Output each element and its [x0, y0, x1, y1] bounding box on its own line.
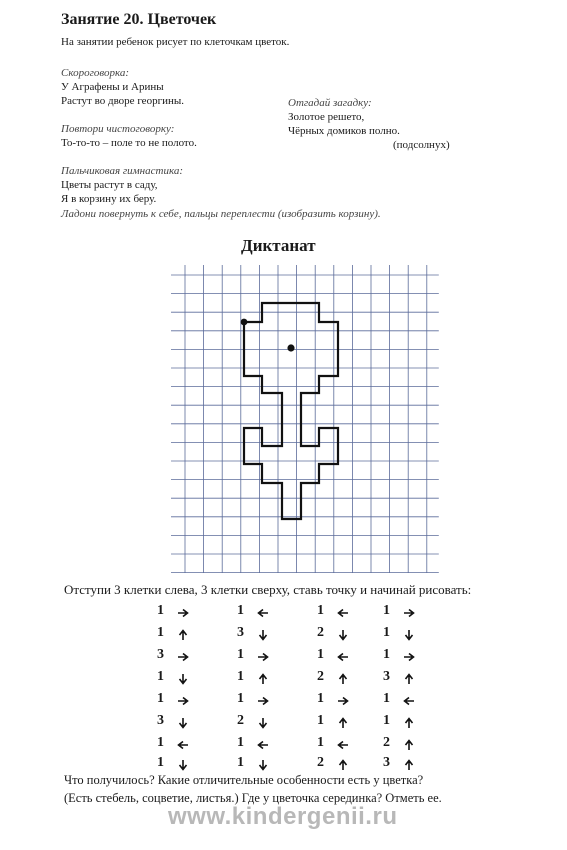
- question-line-2: (Есть стебель, соцветие, листья.) Где у цветочка серединка? Отметь ее.: [64, 791, 442, 805]
- grid-lines: [171, 265, 439, 573]
- arrow-down-icon: [257, 629, 269, 641]
- finger-gym-line-1: Цветы растут в саду,: [61, 179, 158, 191]
- command-steps: 3: [237, 625, 244, 640]
- arrow-down-icon: [257, 717, 269, 729]
- start-point: [241, 319, 248, 326]
- arrow-up-icon: [177, 629, 189, 641]
- tongue-twister-line-2: Растут во дворе георгины.: [61, 95, 184, 107]
- command-steps: 1: [237, 603, 244, 618]
- command-steps: 3: [157, 647, 164, 662]
- command-steps: 1: [237, 735, 244, 750]
- riddle-line-2: Чёрных домиков полно.: [288, 125, 400, 137]
- command-steps: 1: [237, 669, 244, 684]
- arrow-right-icon: [177, 695, 189, 707]
- command-steps: 1: [317, 603, 324, 618]
- command-steps: 1: [317, 647, 324, 662]
- question-line-1: Что получилось? Какие отличительные особенности есть у цветка?: [64, 773, 424, 787]
- riddle-label: Отгадай загадку:: [288, 97, 372, 109]
- arrow-left-icon: [257, 607, 269, 619]
- arrow-right-icon: [257, 695, 269, 707]
- arrow-down-icon: [177, 759, 189, 771]
- command-steps: 1: [383, 603, 390, 618]
- dictation-instruction: Отступи 3 клетки слева, 3 клетки сверху, ставь точку и начинай рисовать:: [64, 582, 472, 597]
- arrow-up-icon: [337, 673, 349, 685]
- arrow-down-icon: [403, 629, 415, 641]
- arrow-down-icon: [337, 629, 349, 641]
- command-steps: 1: [317, 713, 324, 728]
- arrow-right-icon: [177, 651, 189, 663]
- command-steps: 1: [317, 735, 324, 750]
- command-steps: 1: [157, 735, 164, 750]
- command-steps: 1: [237, 691, 244, 706]
- tongue-twister-label: Скороговорка:: [61, 67, 130, 79]
- riddle-line-1: Золотое решето,: [288, 111, 365, 123]
- arrow-left-icon: [177, 739, 189, 751]
- dictation-title: Диктанат: [241, 236, 316, 255]
- command-steps: 2: [383, 735, 390, 750]
- lesson-title: Занятие 20. Цветочек: [61, 11, 217, 28]
- arrow-down-icon: [177, 717, 189, 729]
- arrow-left-icon: [337, 739, 349, 751]
- command-steps: 1: [317, 691, 324, 706]
- command-steps: 1: [237, 647, 244, 662]
- command-steps: 1: [383, 647, 390, 662]
- command-steps: 1: [157, 755, 164, 770]
- pure-speech-line: То-то-то – поле то не полото.: [61, 137, 197, 149]
- command-steps: 1: [383, 625, 390, 640]
- arrow-right-icon: [177, 607, 189, 619]
- arrow-up-icon: [403, 673, 415, 685]
- command-steps: 1: [157, 603, 164, 618]
- command-steps: 2: [237, 713, 244, 728]
- site-watermark: www.kindergenii.ru: [168, 803, 398, 830]
- arrow-right-icon: [403, 607, 415, 619]
- flower-drawing: [244, 303, 338, 519]
- arrow-left-icon: [257, 739, 269, 751]
- command-steps: 1: [157, 691, 164, 706]
- arrow-up-icon: [403, 759, 415, 771]
- riddle-answer: (подсолнух): [393, 139, 450, 151]
- command-steps: 1: [383, 713, 390, 728]
- command-steps: 1: [237, 755, 244, 770]
- command-steps: 2: [317, 625, 324, 640]
- finger-gym-label: Пальчиковая гимнастика:: [61, 165, 183, 177]
- arrow-up-icon: [403, 739, 415, 751]
- tongue-twister-line-1: У Аграфены и Арины: [61, 81, 164, 93]
- arrow-left-icon: [337, 651, 349, 663]
- arrow-up-icon: [403, 717, 415, 729]
- flower-center-dot: [287, 344, 294, 351]
- arrow-right-icon: [257, 651, 269, 663]
- arrow-right-icon: [403, 651, 415, 663]
- arrow-down-icon: [257, 759, 269, 771]
- arrow-up-icon: [337, 717, 349, 729]
- command-steps: 3: [383, 755, 390, 770]
- finger-gym-line-2: Я в корзину их беру.: [61, 193, 157, 205]
- command-steps: 1: [157, 625, 164, 640]
- pure-speech-label: Повтори чистоговорку:: [61, 123, 175, 135]
- arrow-up-icon: [337, 759, 349, 771]
- arrow-up-icon: [257, 673, 269, 685]
- command-steps: 3: [383, 669, 390, 684]
- arrow-down-icon: [177, 673, 189, 685]
- command-steps: 1: [157, 669, 164, 684]
- command-steps: 1: [383, 691, 390, 706]
- lesson-intro: На занятии ребенок рисует по клеточкам цветок.: [61, 36, 290, 48]
- arrow-left-icon: [403, 695, 415, 707]
- arrow-right-icon: [337, 695, 349, 707]
- arrow-left-icon: [337, 607, 349, 619]
- finger-gym-instruction: Ладони повернуть к себе, пальцы переплести (изобразить корзину).: [61, 208, 381, 220]
- command-steps: 2: [317, 669, 324, 684]
- command-steps: 2: [317, 755, 324, 770]
- command-steps: 3: [157, 713, 164, 728]
